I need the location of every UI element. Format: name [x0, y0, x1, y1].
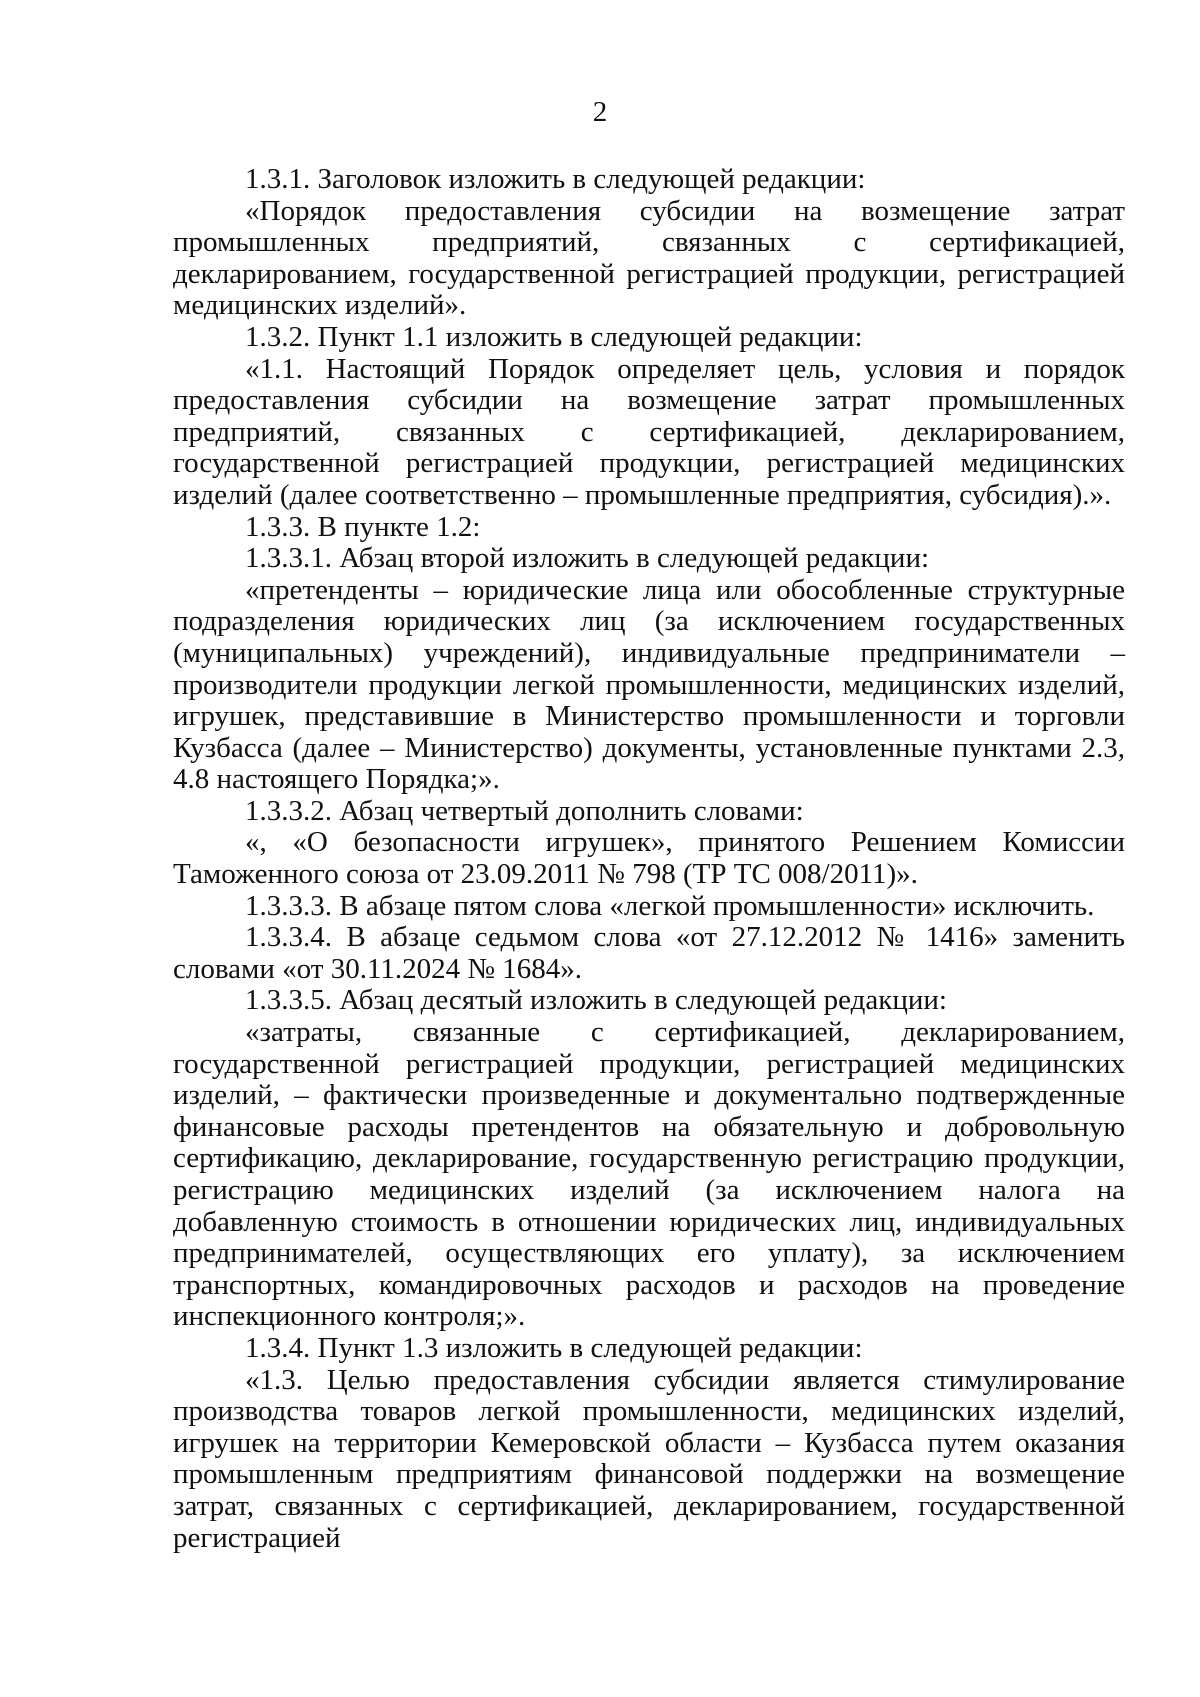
document-body — [173, 164, 1125, 1554]
paragraph: «, «О безопасности игрушек», принятого Решением Комиссии Таможенного союза от 23.09.2011 № 798 (ТР ТС 008/2011)». — [173, 826, 1125, 891]
paragraph: 1.3.4. Пункт 1.3 изложить в следующей редакции: — [245, 1331, 863, 1364]
paragraph: 1.3.3.1. Абзац второй изложить в следующей редакции: — [245, 542, 930, 575]
page-number: 2 — [592, 96, 608, 128]
paragraph: «1.3. Целью предоставления субсидии является стимулирование производства товаров легкой промышленности, медицинских изделий, игрушек на территории Кемеровской области – Кузбасса путем оказания промышленным предприятиям финансовой поддержки на возмещение затрат, связанных с сертификацией, декларированием, государственной регистрацией — [173, 1363, 1125, 1554]
paragraph: 1.3.3.5. Абзац десятый изложить в следующей редакции: — [245, 984, 947, 1017]
paragraph: 1.3.3. В пункте 1.2: — [245, 510, 481, 543]
paragraph: «Порядок предоставления субсидии на возмещение затрат промышленных предприятий, связанных с сертификацией, декларированием, государственной регистрацией продукции, регистрацией медицинских изделий». — [173, 194, 1125, 322]
paragraph: 1.3.3.3. В абзаце пятом слова «легкой промышленности» исключить. — [245, 889, 1095, 922]
paragraph: 1.3.3.4. В абзаце седьмом слова «от 27.12.2012 № 1416» заменить словами «от 30.11.2024 № 1684». — [173, 921, 1125, 985]
paragraph: «1.1. Настоящий Порядок определяет цель, условия и порядок предоставления субсидии на возмещение затрат промышленных предприятий, связанных с сертификацией, декларированием, государственной регистрацией продукции, регистрацией медицинских изделий (далее соответственно – промышленные предприятия, субсидия).». — [173, 352, 1125, 511]
paragraph: 1.3.2. Пункт 1.1 изложить в следующей редакции: — [245, 320, 863, 353]
paragraph: «затраты, связанные с сертификацией, декларированием, государственной регистрацией продукции, регистрацией медицинских изделий, – фактически произведенные и документально подтвержденные финансовые расходы претендентов на обязательную и добровольную сертификацию, декларирование, государственную регистрацию продукции, регистрацию медицинских изделий (за исключением налога на добавленную стоимость в отношении юридических лиц, индивидуальных предпринимателей, осуществляющих его уплату), за исключением транспортных, командировочных расходов и расходов на проведение инспекционного контроля;». — [173, 1016, 1125, 1333]
paragraph: 1.3.1. Заголовок изложить в следующей редакции: — [245, 163, 866, 195]
paragraph: 1.3.3.2. Абзац четвертый дополнить словами: — [245, 794, 804, 827]
paragraph: «претенденты – юридические лица или обособленные структурные подразделения юридических лиц (за исключением государственных (муниципальных) учреждений), индивидуальные предприниматели – производители продукции легкой промышленности, медицинских изделий, игрушек, представившие в Министерство промышленности и торговли Кузбасса (далее – Министерство) документы, установленные пунктами 2.3, 4.8 настоящего Порядка;». — [173, 573, 1125, 796]
